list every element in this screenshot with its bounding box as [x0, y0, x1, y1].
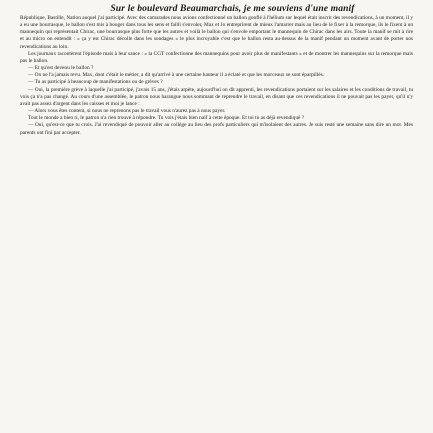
- paragraph: Les journaux racontèrent l'épisode mais à leur sauce : « la CGT confectionne des mannequins pour avoir plus de manifestants » et de montrer les mannequins sur la remorque mais pas le ballon.: [20, 50, 413, 64]
- page-title: Sur le boulevard Beaumarchais, je me souviens d'une manif: [110, 3, 355, 14]
- paragraph: — Tu as participé à beaucoup de manifestations ou de grèves ?: [28, 79, 163, 86]
- paragraph: — Oui, la première grève à laquelle j'ai participé, j'avais 15 ans, j'étais arpète, aujourd'hui on dit apprenti, les revendications portaient sur les salaires et les conditions de travail, tu vois ça n'a pas changé. Au cours d'une assemblée, le patron nous harangue nous sommant de reprendre le travail, en disant que ces revendications il ne pouvait pas les payer, qu'il n'y avait pas assez d'argent dans les caisses et moi je lance :: [20, 86, 413, 107]
- paragraph: République, Bastille, Nation auquel j'ai participé. Avec des camarades nous avions confectionné un ballon gonflé à l'hélium sur lequel était inscrit des revendications, à un moment, il y a eu une bourrasque, le ballon s'est mis à bouger dans tous les sens et failli s'envoler, Max et Jo entreprirent de mieux l'amarrer mais au lieu de le fixer à la remorque, ils le fixent à un mannequin qui représentait Chirac, une bourrasque plus forte que les autres et voilà le ballon qui s'envole emportant le mannequin de Chirac dans les airs. Toute la manif se mit à rire et au micro on entendit : « ça y est Chirac décolle dans les sondages » le plus incroyable c'est que le ballon resta au-dessus de la manif pendant un moment avant de porter nos revendications au loin.: [20, 15, 413, 50]
- paragraph: — Et qu'est devenu le ballon ?: [28, 65, 94, 72]
- paragraph: Tout le monde a bien ri, le patron n'a rien trouvé à répondre. Tu vois j'étais bien naïf à cette époque. Et toi tu as déjà revendiqué ?: [28, 115, 305, 122]
- paragraph: — Alors vous êtes content, si nous ne reprenons pas le travail vous n'aurez pas à nous payer.: [28, 108, 226, 115]
- paragraph: — Oui, qu'est-ce que tu crois. J'ai revendiqué de pouvoir aller au collège au lieu des profs particuliers qui m'isolaient des autres. Je suis resté une semaine sans dire un mot. Mes parents ont fini par accepter.: [20, 122, 413, 136]
- paragraph: — On ne l'a jamais revu. Max, dont c'était le métier, a dit qu'arrivé à une certaine hauteur il a éclaté et que les morceaux se sont éparpillés.: [28, 72, 325, 79]
- document-body: [20, 15, 413, 137]
